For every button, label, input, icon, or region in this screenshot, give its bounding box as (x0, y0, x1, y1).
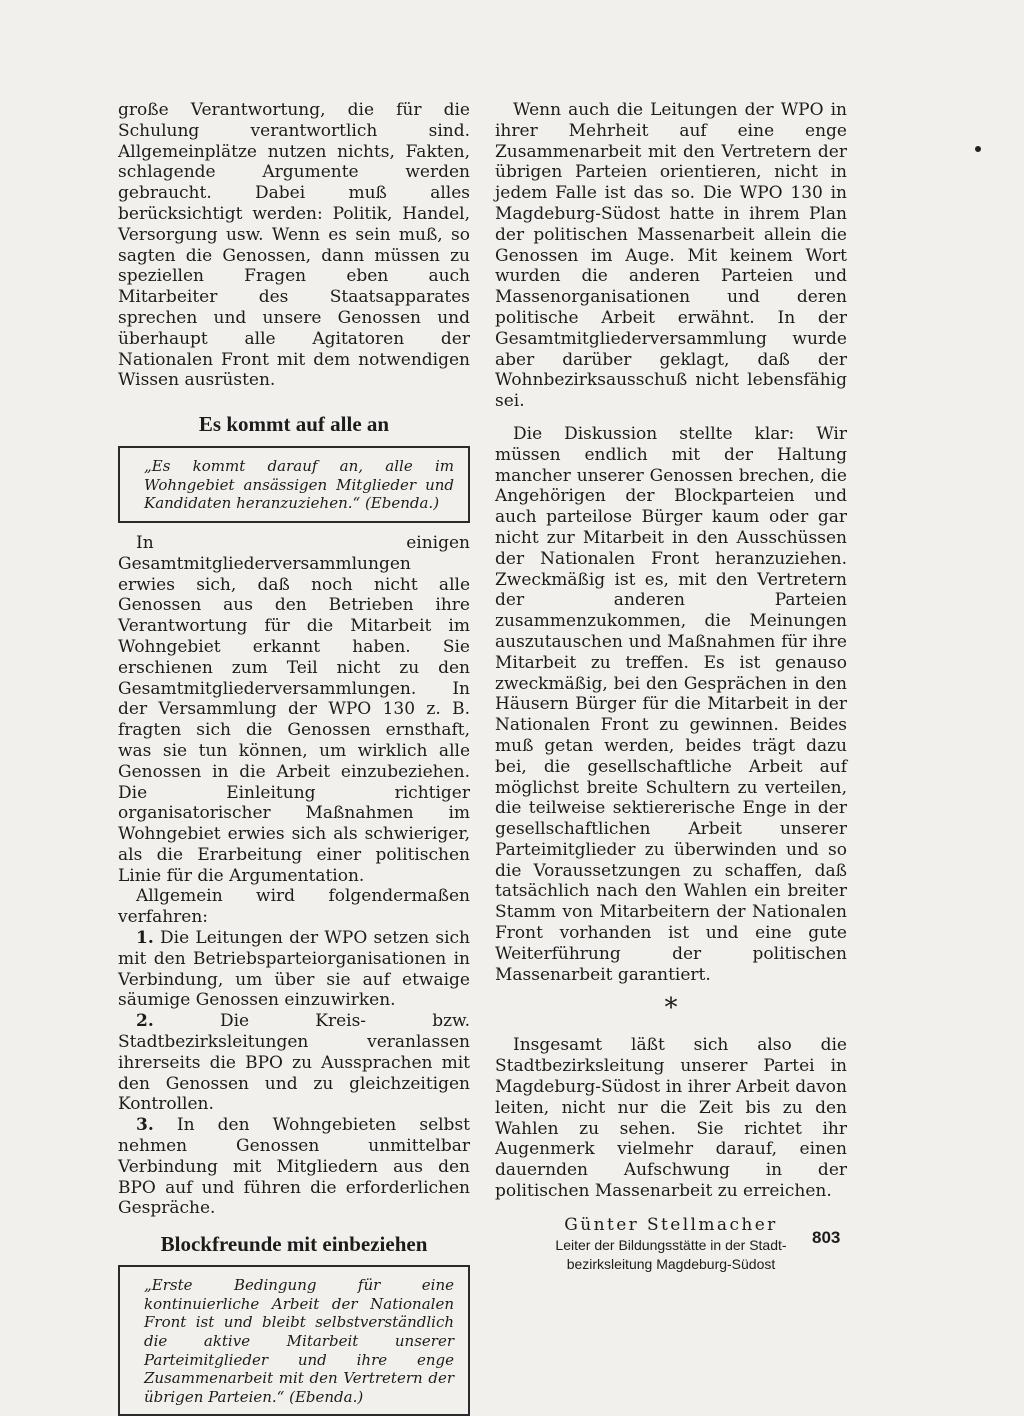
list-text: In den Wohngebieten selbst nehmen Genossen unmittelbar Verbindung mit Mitgliedern aus den BPO auf und führen die erforderlichen Gespräche. (118, 1115, 470, 1219)
list-item-3 (118, 1115, 470, 1219)
section-heading-2: Blockfreunde mit einbeziehen (160, 1232, 428, 1257)
list-number: 2. (136, 1011, 154, 1032)
list-item-2 (118, 1011, 470, 1115)
right-paragraph-2: Die Diskussion stellte klar: Wir müssen endlich mit der Haltung mancher unserer Genossen brechen, die Angehörigen der Blockparteien und auch parteilose Bürger kaum oder gar nicht zur Mitarbeit in den Ausschüssen der Nationalen Front heranzuziehen. Zweckmäßig ist es, mit den Vertretern der anderen Parteien zusammenzukommen, die Meinungen auszutauschen und Maßnahmen für ihre Mitarbeit zu treffen. Es ist genauso zweckmäßig, bei den Gesprächen in den Häusern Bürger für die Mitarbeit in der Nationalen Front zu gewinnen. Beides muß getan werden, beides trägt dazu bei, die gesellschaftliche Arbeit auf möglichst breite Schultern zu verteilen, die teilweise sektiererische Enge in der gesellschaftlichen Arbeit unserer Parteimitglieder zu überwinden und so die Voraussetzungen zu schaffen, daß tatsächlich nach den Wahlen ein breiter Stamm von Mitarbeitern der Nationalen Front vorhanden ist und eine gute Weiterführung der politischen Massenarbeit garantiert. (495, 423, 847, 985)
quote-box-2 (118, 1265, 470, 1416)
author-name: Günter Stellmacher (564, 1214, 778, 1235)
quote-text-1: „Es kommt darauf an, alle im Wohngebiet ansässigen Mitglieder und Kandidaten heranzuziehen.“ (Ebenda.) (144, 457, 454, 513)
page-number: 803 (812, 1228, 841, 1247)
body-paragraph-2: Allgemein wird folgendermaßen verfahren: (118, 886, 470, 928)
right-paragraph-1: Wenn auch die Leitungen der WPO in ihrer Mehrheit auf eine enge Zusammenarbeit mit den Vertretern der übrigen Parteien orientieren, nicht in jedem Falle ist das so. Die WPO 130 in Magdeburg-Südost hatte in ihrem Plan der politischen Massenarbeit allein die Genossen im Auge. Mit keinem Wort wurden die anderen Parteien und Massenorganisationen und deren politische Arbeit erwähnt. In der Gesamtmitgliederversammlung wurde aber darüber geklagt, daß der Wohnbezirksausschuß nicht lebensfähig sei. (495, 100, 847, 412)
list-text: Die Leitungen der WPO setzen sich mit den Betriebsparteiorganisationen in Verbindung, um über sie auf etwaige säumige Genossen einzuwirken. (118, 928, 470, 1011)
intro-paragraph: große Verantwortung, die für die Schulung verantwortlich sind. Allgemeinplätze nutzen nichts, Fakten, schlagende Argumente werden gebraucht. Dabei muß alles berücksichtigt werden: Politik, Handel, Versorgung usw. Wenn es sein muß, so sagten die Genossen, dann müssen zu speziellen Fragen eben auch Mitarbeiter des Staatsapparates sprechen und unsere Genossen und überhaupt alle Agitatoren der Nationalen Front mit dem notwendigen Wissen ausrüsten. (118, 100, 470, 391)
list-number: 3. (136, 1115, 154, 1136)
numbered-list (118, 928, 470, 1219)
list-text: Die Kreis- bzw. Stadtbezirksleitungen veranlassen ihrerseits die BPO zu Aussprachen mit den Genossen und zu gleichzeitigen Kontrollen. (118, 1011, 470, 1115)
author-role-line-2: bezirksleitung Magdeburg-Südost (566, 1255, 776, 1272)
signature-block (495, 1214, 847, 1274)
body-paragraph-1: In einigen Gesamtmitgliederversammlungen erwies sich, daß noch nicht alle Genossen aus den Betrieben ihre Verantwortung für die Mitarbeit im Wohngebiet erkannt haben. Sie erschienen zum Teil nicht zu den Gesamtmitgliederversammlungen. In der Versammlung der WPO 130 z. B. fragten sich die Genossen ernsthaft, was sie tun können, um wirklich alle Genossen in die Arbeit einzubeziehen. Die Einleitung richtiger organisatorischer Maßnahmen im Wohngebiet erwies sich als schwieriger, als die Erarbeitung einer politischen Linie für die Argumentation. (118, 532, 470, 886)
section-separator: * (664, 993, 678, 1024)
list-number: 1. (136, 928, 154, 949)
list-item-1 (118, 928, 470, 1011)
author-role-line-1: Leiter der Bildungsstätte in der Stadt- (555, 1236, 787, 1253)
right-column (495, 100, 847, 1274)
section-heading-1: Es kommt auf alle an (198, 412, 390, 437)
quote-text-2: „Erste Bedingung für eine kontinuierliche Arbeit der Nationalen Front ist und bleibt selbstverständlich die aktive Mitarbeit unserer Parteimitglieder und ihre enge Zusammenarbeit mit den Vertretern der übrigen Parteien.“ (Ebenda.) (144, 1276, 454, 1406)
right-paragraph-3: Insgesamt läßt sich also die Stadtbezirksleitung unserer Partei in Magdeburg-Südost in ihrer Arbeit davon leiten, nicht nur die Zeit bis zu den Wahlen zu sehen. Sie richtet ihr Augenmerk vielmehr darauf, einen dauernden Aufschwung in der politischen Massenarbeit zu erreichen. (495, 1035, 847, 1202)
left-column (118, 100, 470, 1416)
print-speck (975, 146, 981, 152)
quote-box-1 (118, 446, 470, 523)
